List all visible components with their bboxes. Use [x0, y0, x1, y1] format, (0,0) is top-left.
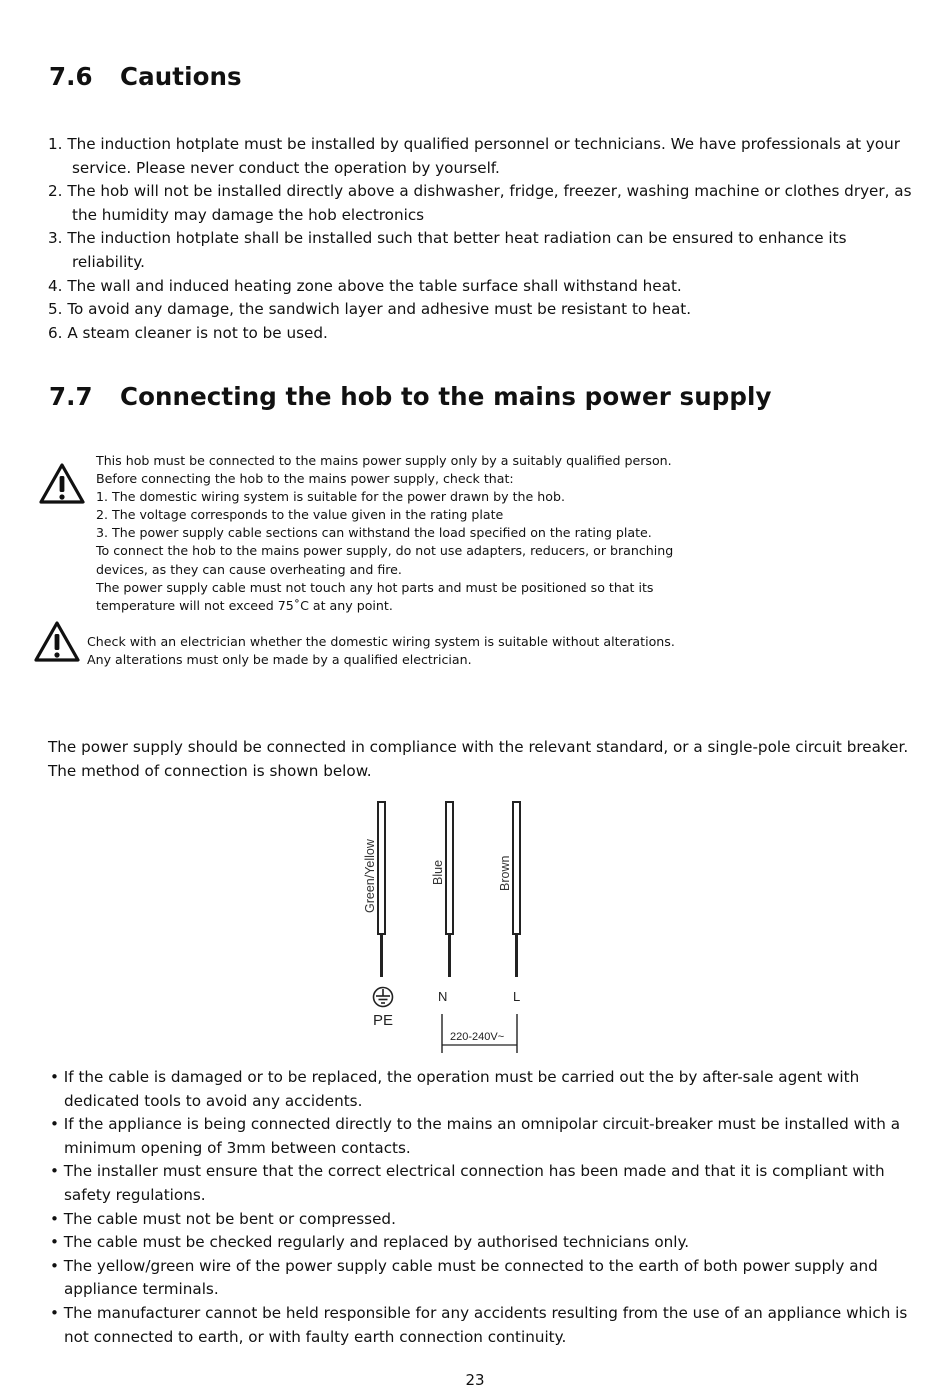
voltage-label: 220-240V~	[450, 1031, 505, 1043]
list-item: • The cable must be checked regularly and replaced by authorised technicians only.	[50, 1233, 690, 1252]
wire-label-brown: Brown	[498, 855, 512, 891]
warning-text-block	[87, 633, 847, 669]
list-item: • The yellow/green wire of the power supply cable must be connected to the earth of both power supply and appliance terminals.	[50, 1256, 878, 1299]
list-item: • If the cable is damaged or to be replaced, the operation must be carried out the by after-sale agent with dedicated tools to avoid any accidents.	[50, 1068, 860, 1110]
wire-blue	[431, 802, 453, 977]
intro-paragraph: The power supply should be connected in compliance with the relevant standard, or a single-pole circuit breaker. The method of connection is shown below.	[48, 738, 909, 780]
warning-line: Before connecting the hob to the mains power supply, check that:	[96, 471, 514, 487]
section-number: 7.6	[49, 62, 93, 91]
warning-line: temperature will not exceed 75˚C at any point.	[96, 597, 393, 613]
terminal-pe-label: PE	[373, 1012, 394, 1029]
list-item: • The installer must ensure that the correct electrical connection has been made and that it is compliant with safety regulations.	[50, 1162, 885, 1204]
warning-triangle-icon	[38, 462, 86, 506]
warning-triangle-icon	[33, 620, 81, 664]
warning-text-block	[96, 452, 836, 615]
warning-line: devices, as they can cause overheating and fire.	[96, 561, 402, 577]
wire-brown	[498, 802, 520, 977]
section-title: Connecting the hob to the mains power supply	[120, 382, 772, 411]
section-title: Cautions	[120, 62, 242, 91]
wire-label-green-yellow: Green/Yellow	[363, 839, 377, 913]
wire-green-yellow	[363, 802, 385, 977]
earth-ground-icon	[374, 988, 393, 1007]
warning-line: 2. The voltage corresponds to the value given in the rating plate	[96, 507, 504, 523]
list-item: 6. A steam cleaner is not to be used.	[48, 323, 328, 342]
warning-line: Check with an electrician whether the domestic wiring system is suitable without alterations.	[87, 634, 675, 649]
warning-line: 1. The domestic wiring system is suitable for the power drawn by the hob.	[96, 489, 565, 505]
warning-line: This hob must be connected to the mains power supply only by a suitably qualified person.	[96, 453, 672, 468]
connection-notes-list	[48, 1066, 918, 1349]
list-item: • The cable must not be bent or compressed.	[50, 1209, 396, 1228]
list-item: • The manufacturer cannot be held responsible for any accidents resulting from the use of an appliance which is not connected to earth, or with faulty earth connection continuity.	[50, 1303, 908, 1346]
cautions-list	[48, 133, 918, 345]
wiring-diagram	[340, 795, 560, 1060]
list-item: 1. The induction hotplate must be installed by qualified personnel or technicians. We have professionals at your service. Please never conduct the operation by yourself.	[48, 135, 901, 177]
terminal-l-label: L	[513, 989, 521, 1004]
list-item: 3. The induction hotplate shall be installed such that better heat radiation can be ensured to enhance its reliability.	[48, 229, 847, 271]
list-item: 2. The hob will not be installed directly above a dishwasher, fridge, freezer, washing machine or clothes dryer, as the humidity may damage the hob electronics	[48, 182, 912, 224]
warning-line: The power supply cable must not touch any hot parts and must be positioned so that its	[96, 579, 654, 595]
section-heading-mains-connection	[49, 382, 772, 411]
section-heading-cautions	[49, 62, 242, 91]
list-item: 5. To avoid any damage, the sandwich layer and adhesive must be resistant to heat.	[48, 300, 692, 319]
list-item: • If the appliance is being connected directly to the mains an omnipolar circuit-breaker must be installed with a minimum opening of 3mm between contacts.	[50, 1115, 901, 1157]
warning-line: 3. The power supply cable sections can withstand the load specified on the rating plate.	[96, 525, 652, 541]
terminal-n-label: N	[438, 989, 448, 1004]
page-number: 23	[465, 1371, 485, 1389]
warning-line: To connect the hob to the mains power supply, do not use adapters, reducers, or branching	[96, 543, 674, 559]
section-number: 7.7	[49, 382, 93, 411]
list-item: 4. The wall and induced heating zone above the table surface shall withstand heat.	[48, 276, 682, 295]
wire-label-blue: Blue	[431, 859, 445, 885]
warning-line: Any alterations must only be made by a qualified electrician.	[87, 652, 472, 668]
